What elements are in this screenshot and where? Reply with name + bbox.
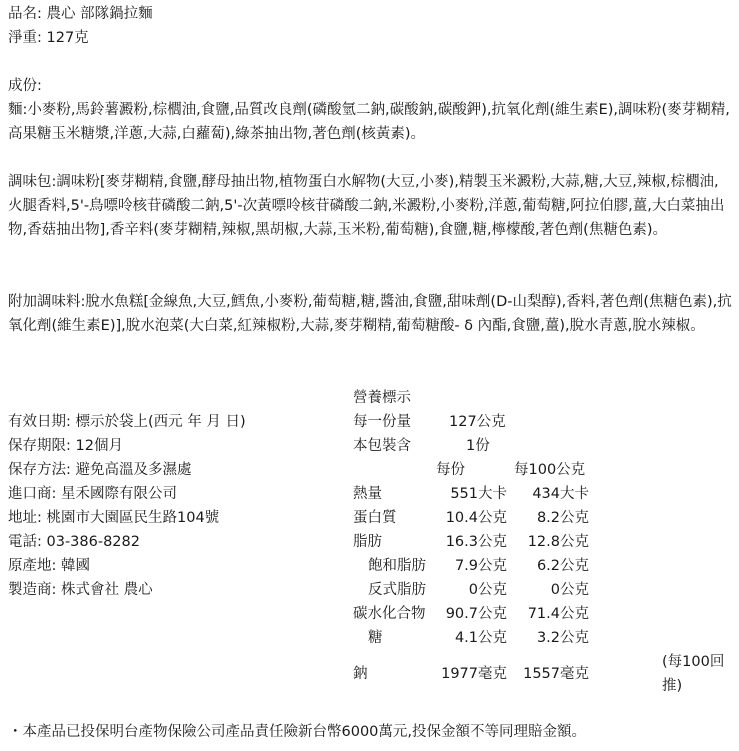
nutrient-per-serving-carbohydrate: 90.7公克 [445, 606, 507, 622]
column-header-per-serving: 每份 [436, 462, 465, 478]
nutrient-per-serving-saturated-fat: 7.9公克 [454, 558, 507, 574]
nutrient-per-serving-sodium: 1977毫克 [441, 666, 507, 682]
nutrition-side-note: (每100回推) [662, 654, 725, 694]
ingredients-extra: 附加調味料:脫水魚糕[金線魚,大豆,鱈魚,小麥粉,葡萄糖,糖,醬油,食鹽,甜味劑(D-山梨醇),香料,著色劑(焦糖色素),抗氧化劑(維生素E)],脫水泡菜(大白菜,紅辣椒粉,大蒜,麥芽糊精,葡萄糖酸- δ 內酯,食鹽,薑),脫水青蔥,脫水辣椒。 [8, 294, 732, 334]
nutrient-label-saturated-fat: 飽和脂肪 [368, 558, 426, 574]
insurance-note: ・本產品已投保明台產物保險公司產品責任險新台幣6000萬元,投保金額不等同理賠金額。 [8, 724, 587, 740]
info-manufacturer: 製造商: 株式會社 農心 [8, 582, 153, 598]
nutrient-label-energy: 熱量 [353, 486, 382, 502]
nutrient-per-100g-saturated-fat: 6.2公克 [536, 558, 589, 574]
nutrient-label-sodium: 鈉 [353, 666, 368, 682]
nutrient-per-serving-fat: 16.3公克 [445, 534, 507, 550]
info-storage: 保存方法: 避免高溫及多濕處 [8, 462, 192, 478]
nutrient-per-100g-energy: 434大卡 [532, 486, 589, 502]
nutrient-label-sugar: 糖 [368, 630, 383, 646]
serving-size-label: 每一份量 [353, 414, 411, 430]
info-shelf-life: 保存期限: 12個月 [8, 438, 123, 454]
nutrition-title: 營養標示 [353, 390, 411, 406]
ingredients-seasoning: 調味包:調味粉[麥芽糊精,食鹽,酵母抽出物,植物蛋白水解物(大豆,小麥),精製玉米澱粉,大蒜,糖,大豆,辣椒,棕櫚油,火腿香料,5'-鳥嘌呤核苷磷酸二鈉,5'-次黃嘌呤核苷磷酸二鈉,米澱粉,小麥粉,洋蔥,葡萄糖,阿拉伯膠,薑,大白菜抽出物,香菇抽出物],香辛料(麥芽糊精,辣椒,黑胡椒,大蒜,玉米粉,葡萄糖),食鹽,糖,檸檬酸,著色劑(焦糖色素)。 [8, 174, 725, 238]
nutrient-per-serving-energy: 551大卡 [450, 486, 507, 502]
info-address: 地址: 桃園市大園區民生路104號 [8, 510, 220, 526]
info-importer: 進口商: 星禾國際有限公司 [8, 486, 177, 502]
info-phone: 電話: 03-386-8282 [8, 534, 140, 550]
servings-per-package-value: 1份 [466, 438, 490, 454]
nutrient-per-100g-trans-fat: 0公克 [550, 582, 589, 598]
info-expiry: 有效日期: 標示於袋上(西元 年 月 日) [8, 414, 246, 430]
ingredients-heading: 成份: [8, 78, 42, 94]
info-origin: 原產地: 韓國 [8, 558, 90, 574]
nutrient-label-trans-fat: 反式脂肪 [368, 582, 426, 598]
servings-per-package-label: 本包裝含 [353, 438, 411, 454]
nutrient-per-100g-protein: 8.2公克 [536, 510, 589, 526]
nutrient-per-100g-fat: 12.8公克 [527, 534, 589, 550]
nutrient-per-100g-sugar: 3.2公克 [536, 630, 589, 646]
serving-size-value: 127公克 [449, 414, 506, 430]
nutrient-label-protein: 蛋白質 [353, 510, 397, 526]
nutrient-label-fat: 脂肪 [353, 534, 382, 550]
nutrient-per-serving-sugar: 4.1公克 [454, 630, 507, 646]
product-name: 品名: 農心 部隊鍋拉麵 [8, 6, 153, 22]
nutrient-per-serving-protein: 10.4公克 [445, 510, 507, 526]
column-header-per-100g: 每100公克 [514, 462, 586, 478]
nutrient-per-100g-sodium: 1557毫克 [523, 666, 589, 682]
ingredients-noodles: 麵:小麥粉,馬鈴薯澱粉,棕櫚油,食鹽,品質改良劑(磷酸氫二鈉,碳酸鈉,碳酸鉀),抗氧化劑(維生素E),調味粉(麥芽糊精,高果糖玉米糖漿,洋蔥,大蒜,白蘿蔔),綠茶抽出物,著色劑(核黃素)。 [8, 102, 730, 142]
nutrient-per-100g-carbohydrate: 71.4公克 [527, 606, 589, 622]
nutrient-label-carbohydrate: 碳水化合物 [353, 606, 426, 622]
nutrient-per-serving-trans-fat: 0公克 [468, 582, 507, 598]
net-weight: 淨重: 127克 [8, 30, 89, 46]
